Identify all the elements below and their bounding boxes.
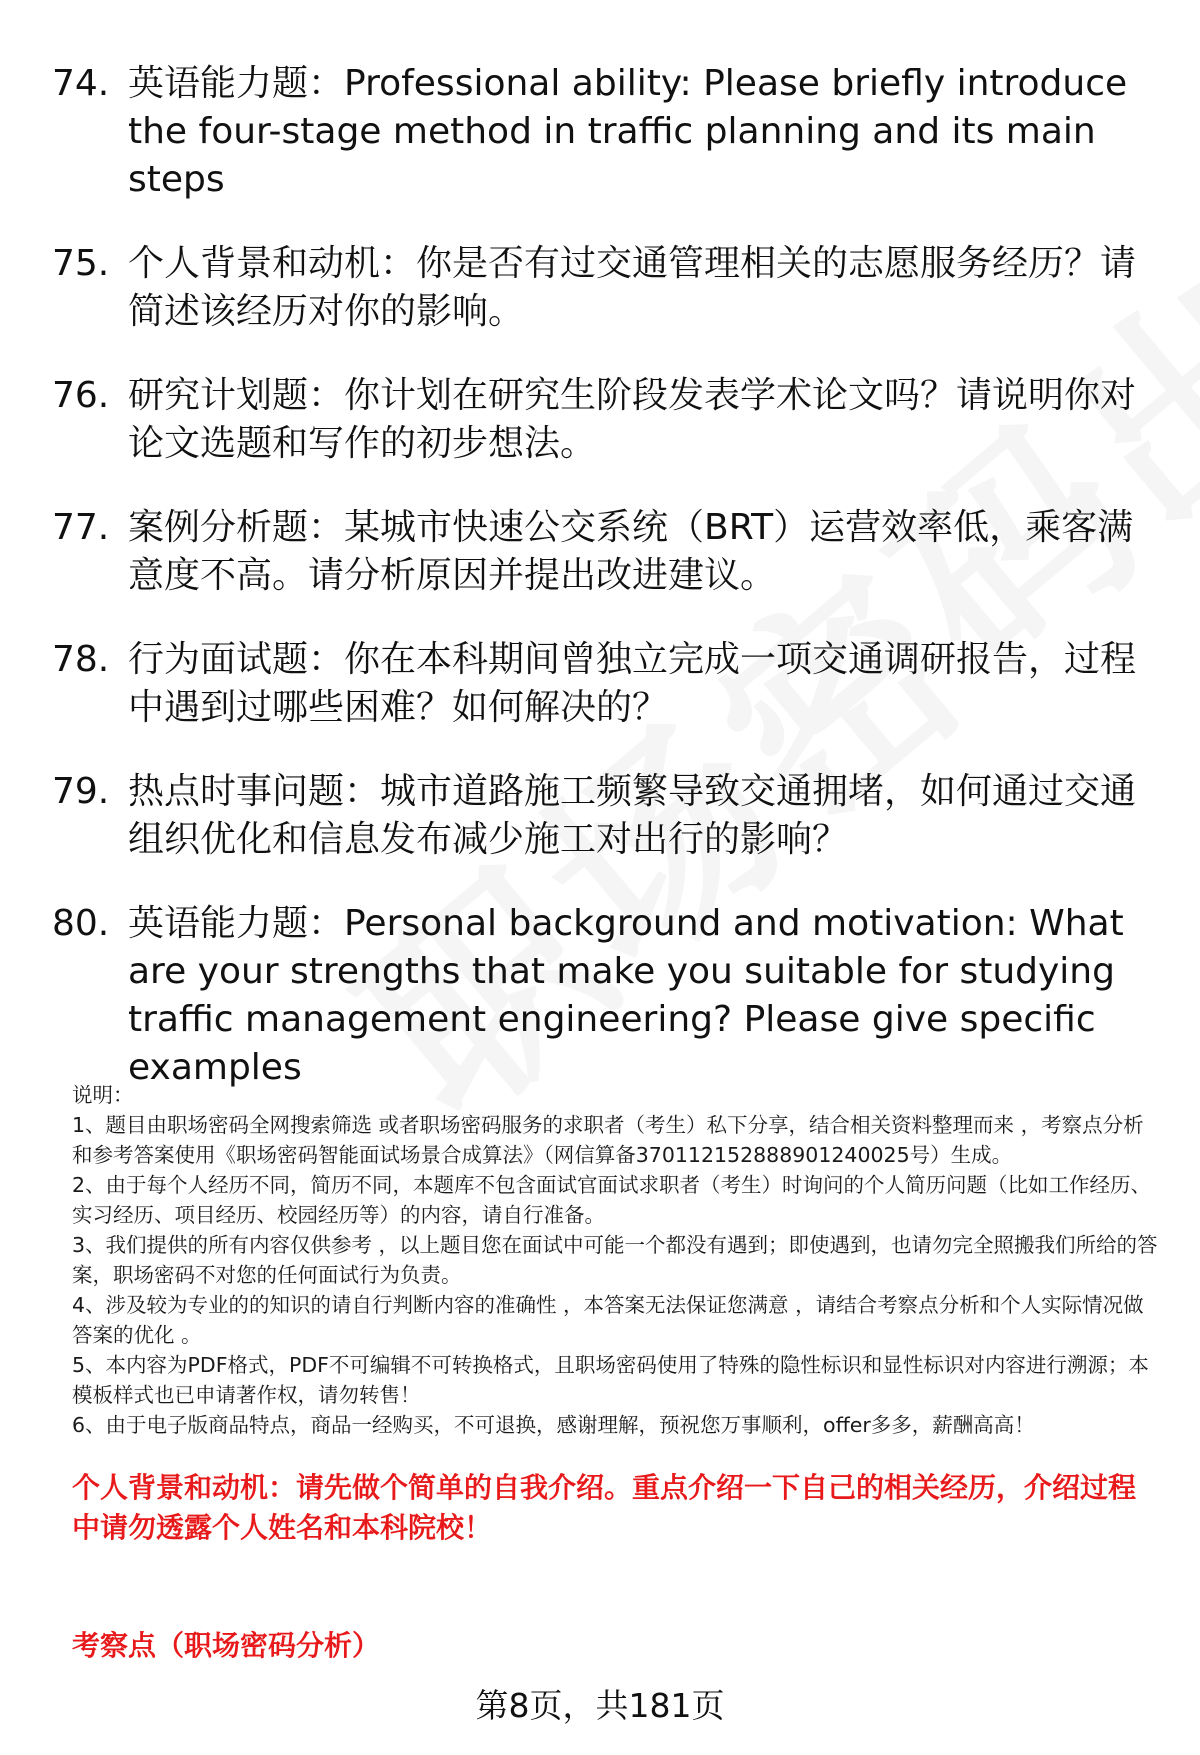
analysis-section-label: 考察点（职场密码分析） bbox=[72, 1629, 381, 1662]
question-text: 热点时事问题：城市道路施工频繁导致交通拥堵，如何通过交通组织优化和信息发布减少施工对出行的影响？ bbox=[128, 771, 1137, 860]
question-number: 74. bbox=[52, 63, 110, 104]
question-text: 研究计划题：你计划在研究生阶段发表学术论文吗？请说明你对论文选题和写作的初步想法。 bbox=[128, 375, 1137, 464]
question-text: 英语能力题：Professional ability: Please briefly introduce the four-stage method in traffic planning and its main steps bbox=[128, 63, 1128, 200]
question-item bbox=[52, 60, 1162, 204]
note-item: 1、题目由职场密码全网搜索筛选 或者职场密码服务的求职者（考生）私下分享，结合相关资料整理而来 ，考察点分析和参考答案使用《职场密码智能面试场景合成算法》（网信算备370112152888901240025号）生成。 bbox=[72, 1113, 1144, 1167]
page-footer: 第8页，共181页 bbox=[475, 1686, 725, 1725]
question-number: 78. bbox=[52, 639, 110, 680]
question-number: 75. bbox=[52, 243, 110, 284]
question-item bbox=[52, 240, 1162, 336]
question-list bbox=[52, 60, 1162, 1128]
question-item bbox=[52, 768, 1162, 864]
question-text: 英语能力题：Personal background and motivation: What are your strengths that make you suitable for studying traffic management engineering? Please give specific examples bbox=[128, 903, 1124, 1088]
note-item: 6、由于电子版商品特点，商品一经购买，不可退换，感谢理解，预祝您万事顺利，offer多多，薪酬高高！ bbox=[72, 1413, 1035, 1437]
question-number: 80. bbox=[52, 903, 110, 944]
highlighted-question: 个人背景和动机：请先做个简单的自我介绍。重点介绍一下自己的相关经历，介绍过程中请勿透露个人姓名和本科院校！ bbox=[72, 1471, 1137, 1544]
question-item bbox=[52, 900, 1162, 1092]
question-number: 77. bbox=[52, 507, 110, 548]
question-item bbox=[52, 504, 1162, 600]
question-text: 个人背景和动机：你是否有过交通管理相关的志愿服务经历？请简述该经历对你的影响。 bbox=[128, 243, 1137, 332]
question-text: 案例分析题：某城市快速公交系统（BRT）运营效率低，乘客满意度不高。请分析原因并提出改进建议。 bbox=[128, 507, 1134, 596]
note-item: 4、涉及较为专业的的知识的请自行判断内容的准确性 ，本答案无法保证您满意 ，请结合考察点分析和个人实际情况做答案的优化 。 bbox=[72, 1293, 1144, 1347]
question-text: 行为面试题：你在本科期间曾独立完成一项交通调研报告，过程中遇到过哪些困难？如何解决的？ bbox=[128, 639, 1137, 728]
notes-section bbox=[72, 1080, 1162, 1440]
question-item bbox=[52, 372, 1162, 468]
note-item: 3、我们提供的所有内容仅供参考 ，以上题目您在面试中可能一个都没有遇到；即使遇到，也请勿完全照搬我们所给的答案，职场密码不对您的任何面试行为负责。 bbox=[72, 1233, 1158, 1287]
question-item bbox=[52, 636, 1162, 732]
question-number: 76. bbox=[52, 375, 110, 416]
note-item: 2、由于每个人经历不同，简历不同，本题库不包含面试官面试求职者（考生）时询问的个人简历问题（比如工作经历、实习经历、项目经历、校园经历等）的内容，请自行准备。 bbox=[72, 1173, 1152, 1227]
notes-title: 说明： bbox=[72, 1083, 134, 1107]
question-number: 79. bbox=[52, 771, 110, 812]
note-item: 5、本内容为PDF格式，PDF不可编辑不可转换格式，且职场密码使用了特殊的隐性标识和显性标识对内容进行溯源；本模板样式也已申请著作权，请勿转售！ bbox=[72, 1353, 1149, 1407]
